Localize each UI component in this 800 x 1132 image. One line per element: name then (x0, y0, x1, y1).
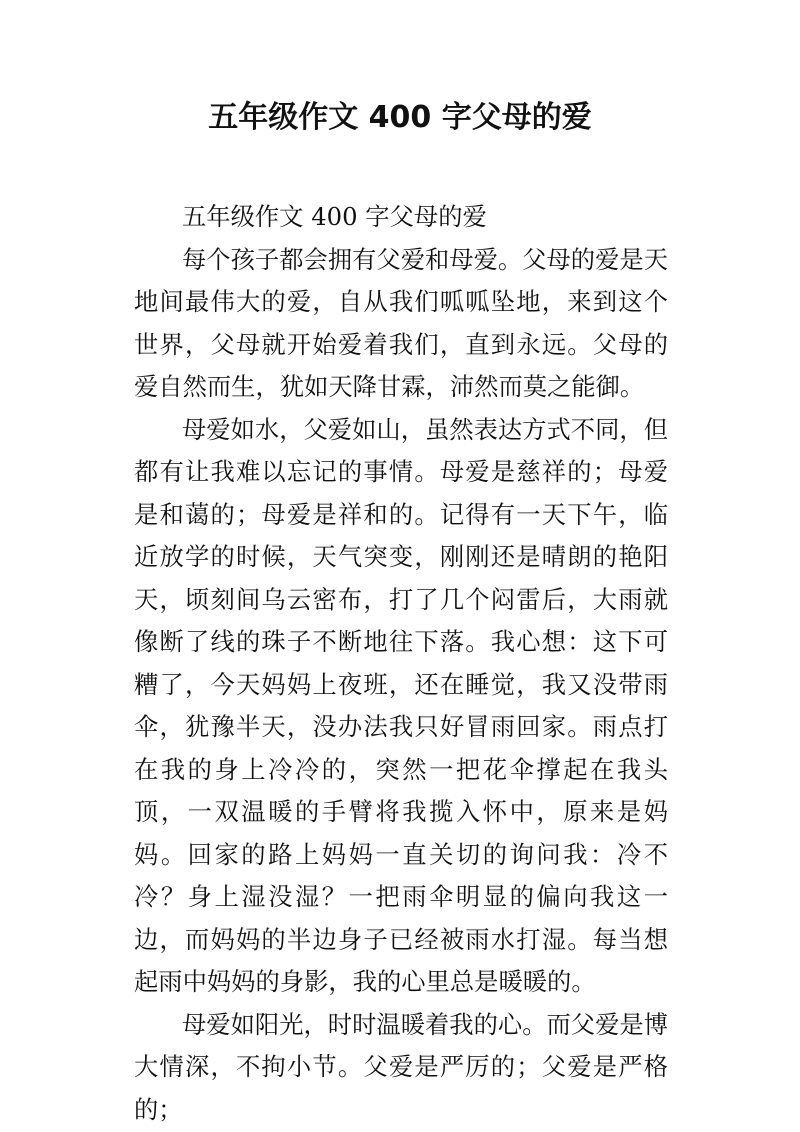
paragraph: 每个孩子都会拥有父爱和母爱。父母的爱是天地间最伟大的爱，自从我们呱呱坠地，来到这个世界，父母就开始爱着我们，直到永远。父母的爱自然而生，犹如天降甘霖，沛然而莫之能御。 (134, 244, 668, 401)
paragraph-subtitle: 五年级作文 400 字父母的爱 (182, 202, 487, 231)
document-body (134, 196, 668, 1131)
document-title: 五年级作文 400 字父母的爱 (208, 100, 592, 135)
paragraph: 母爱如阳光，时时温暖着我的心。而父爱是博大情深，不拘小节。父爱是严厉的；父爱是严格的； (134, 1009, 668, 1124)
paragraph: 母爱如水，父爱如山，虽然表达方式不同，但都有让我难以忘记的事情。母爱是慈祥的；母爱是和蔼的；母爱是祥和的。记得有一天下午，临近放学的时候，天气突变，刚刚还是晴朗的艳阳天，顷刻间乌云密布，打了几个闷雷后，大雨就像断了线的珠子不断地往下落。我心想：这下可糟了，今天妈妈上夜班，还在睡觉，我又没带雨伞，犹豫半天，没办法我只好冒雨回家。雨点打在我的身上冷冷的，突然一把花伞撑起在我头顶，一双温暖的手臂将我揽入怀中，原来是妈妈。回家的路上妈妈一直关切的询问我：冷不冷？身上湿没湿？一把雨伞明显的偏向我这一边，而妈妈的半边身子已经被雨水打湿。每当想起雨中妈妈的身影，我的心里总是暖暖的。 (134, 414, 668, 996)
